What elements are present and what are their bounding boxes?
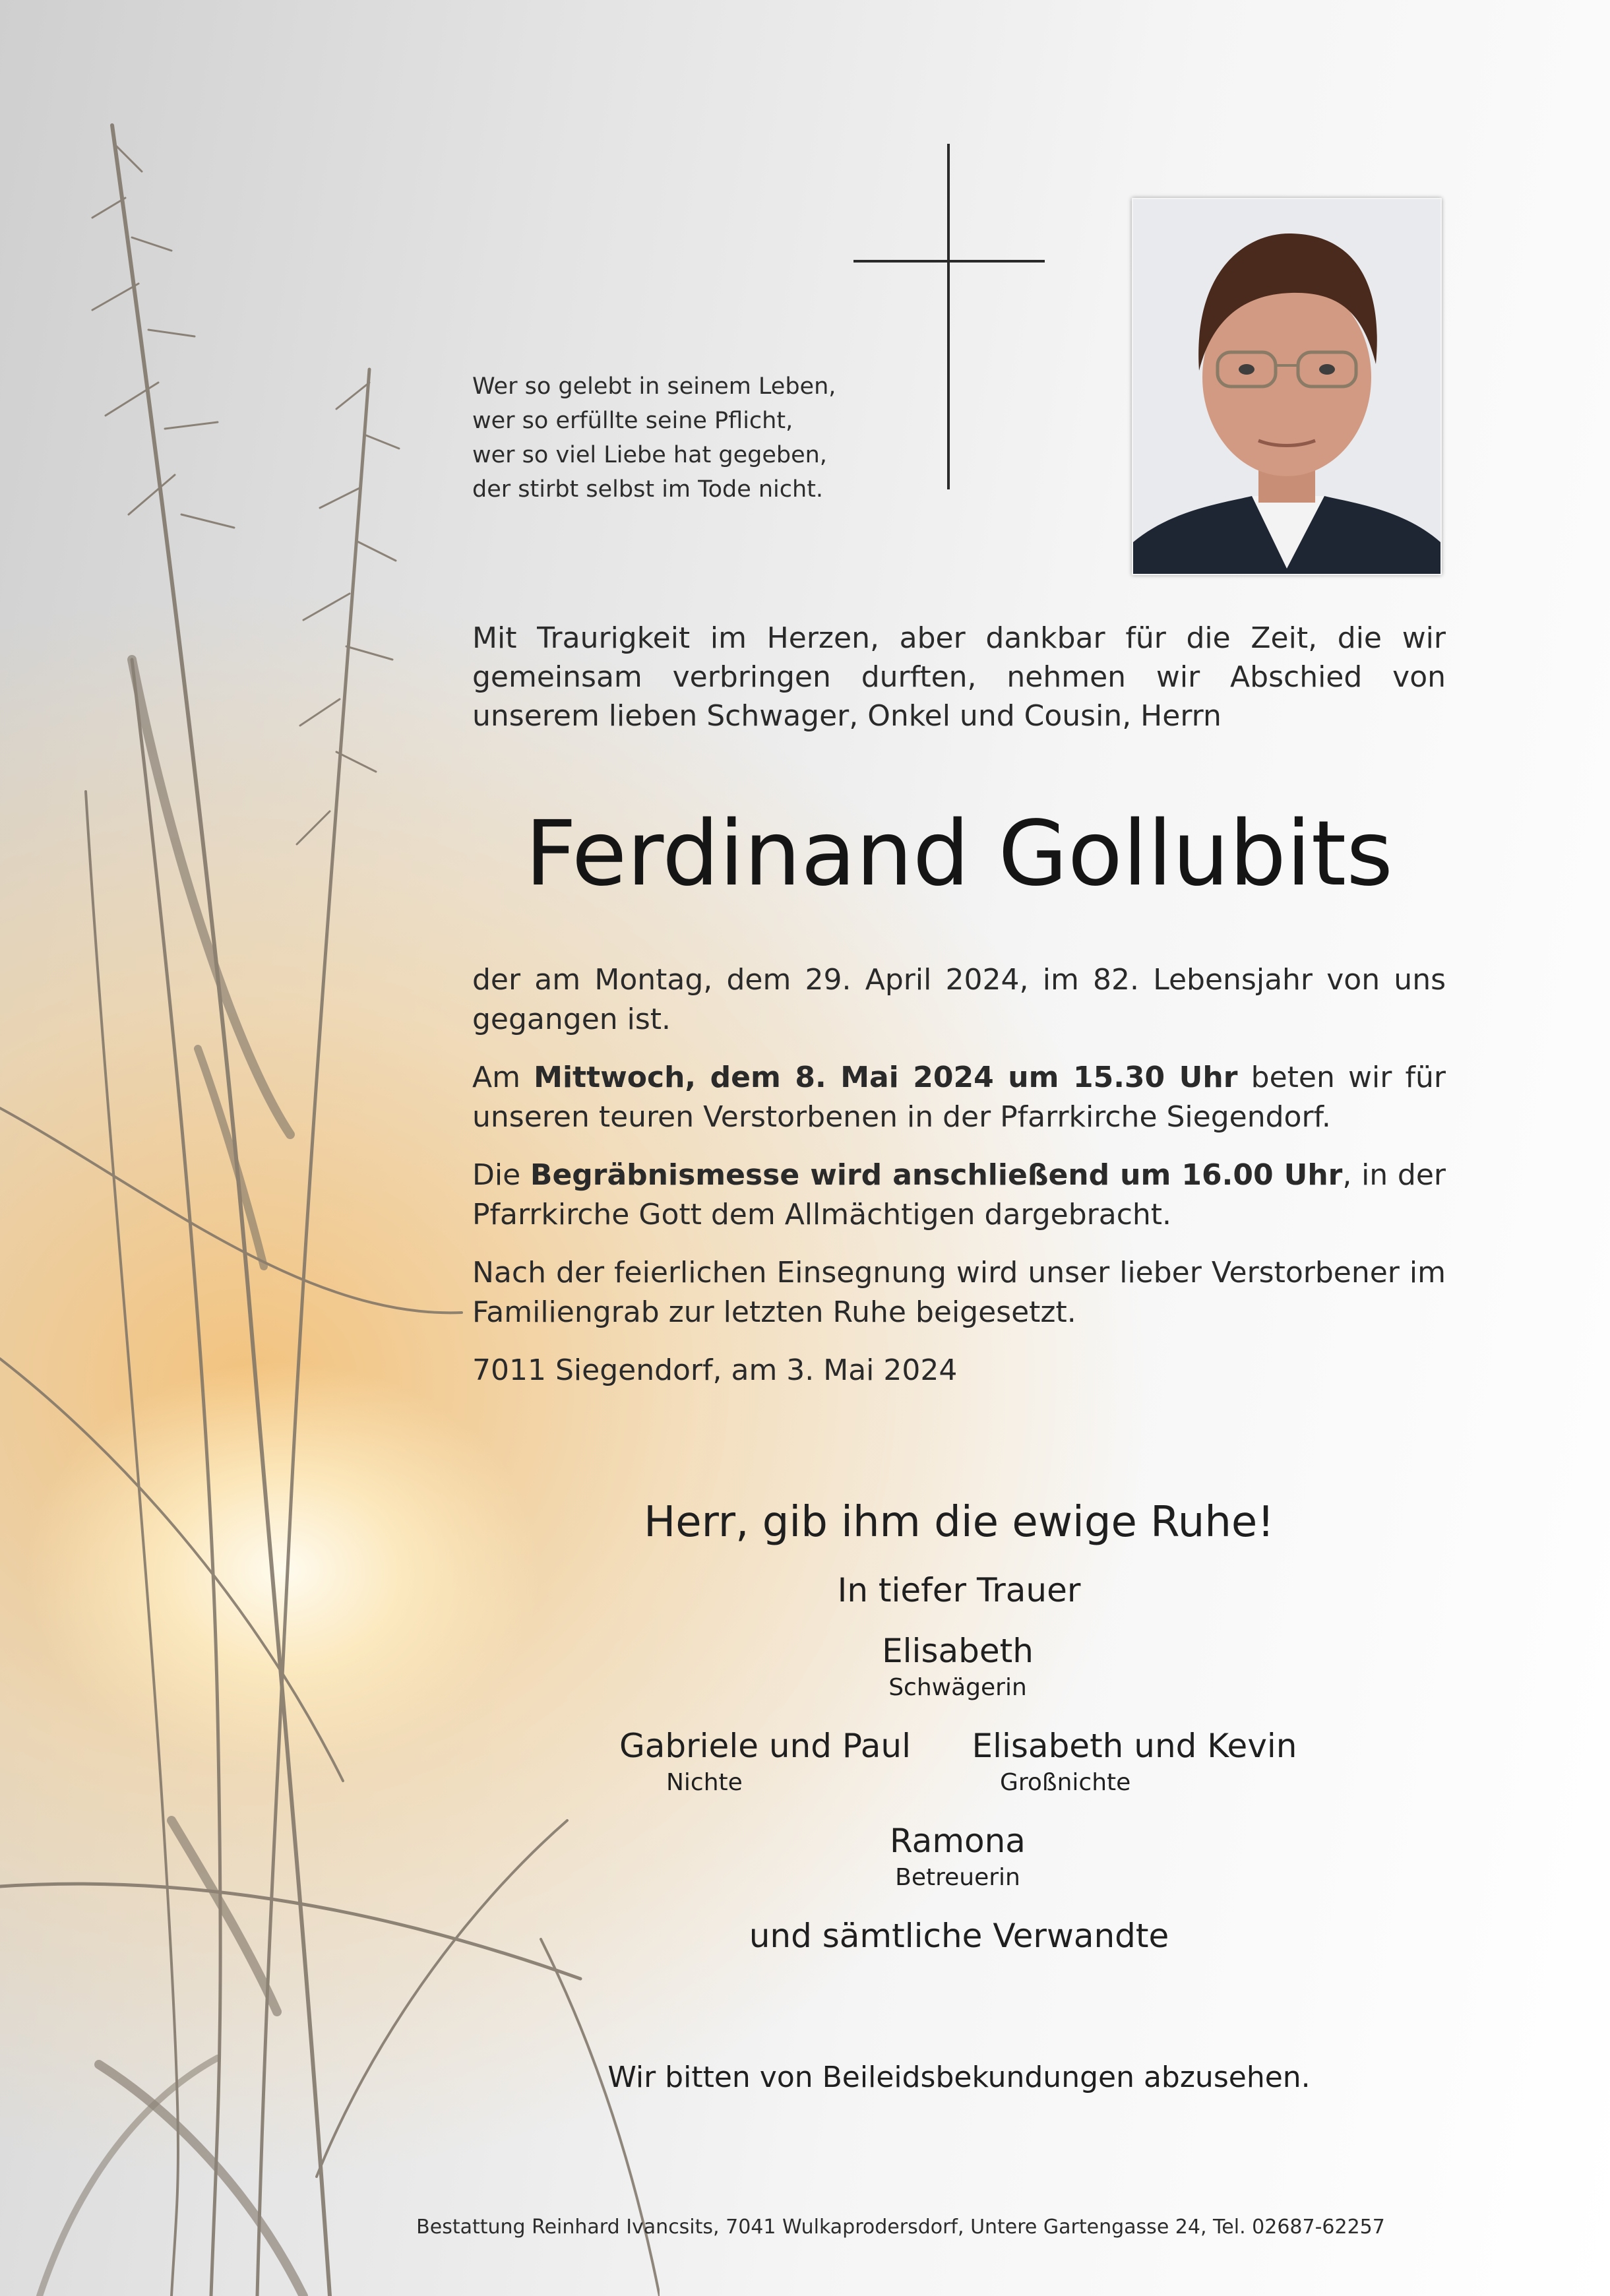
prayer-service-text: Am Mittwoch, dem 8. Mai 2024 um 15.30 Uhr beten wir für unseren teuren Verstorbenen in der Pfarrkirche Siegendorf. [472,1061,1446,1134]
memorial-poem [472,369,868,507]
announcement-body [472,960,1446,1409]
poem-line: wer so erfüllte seine Pflicht, [472,408,793,434]
mourner-entry [694,1629,1222,1703]
mourner-entry [594,1724,937,1798]
mourner-name: Ramona [890,1822,1026,1860]
mourner-name: Gabriele und Paul [619,1727,912,1765]
place-date: 7011 Siegendorf, am 3. Mai 2024 [472,1353,958,1387]
poem-line: der stirbt selbst im Tode nicht. [472,476,824,503]
mourner-relation: Großnichte [1000,1769,1131,1796]
mourner-relation: Schwägerin [888,1674,1027,1701]
prayer-line: Herr, gib ihm die ewige Ruhe! [644,1498,1274,1547]
intro-text: Mit Traurigkeit im Herzen, aber dankbar für die Zeit, die wir gemeinsam verbringen durften, nehmen wir Abschied von unserem lieben Schwager, Onkel und Cousin, Herrn [472,621,1446,733]
deceased-name: Ferdinand Gollubits [524,802,1394,906]
funeral-mass-text: Die Begräbnismesse wird anschließend um 16.00 Uhr, in der Pfarrkirche Gott dem Allmächtigen dargebracht. [472,1158,1446,1231]
mourner-name: Elisabeth und Kevin [972,1727,1297,1765]
mourner-name: Elisabeth [882,1632,1034,1670]
mourner-entry [694,1819,1222,1893]
mourning-line: In tiefer Trauer [837,1571,1081,1609]
portrait-photo [1132,198,1442,575]
poem-line: wer so viel Liebe hat gegeben, [472,442,827,468]
mourner-relation: Betreuerin [895,1864,1020,1891]
funeral-mass-time: Begräbnismesse wird anschließend um 16.00 Uhr [530,1158,1343,1192]
relatives-line: und sämtliche Verwandte [749,1917,1169,1955]
death-notice: der am Montag, dem 29. April 2024, im 82. Lebensjahr von uns gegangen ist. [472,963,1446,1036]
mourner-relation: Nichte [666,1769,743,1796]
burial-text: Nach der feierlichen Einsegnung wird unser lieber Verstorbener im Familiengrab zur letzten Ruhe beigesetzt. [472,1256,1446,1329]
mourner-entry [963,1724,1306,1798]
poem-line: Wer so gelebt in seinem Leben, [472,373,836,400]
condolence-note: Wir bitten von Beileidsbekundungen abzusehen. [607,2061,1311,2094]
funeral-home-footer: Bestattung Reinhard Ivancsits, 7041 Wulkaprodersdorf, Untere Gartengasse 24, Tel. 02687-62257 [416,2216,1385,2239]
prayer-service-time: Mittwoch, dem 8. Mai 2024 um 15.30 Uhr [534,1061,1238,1094]
